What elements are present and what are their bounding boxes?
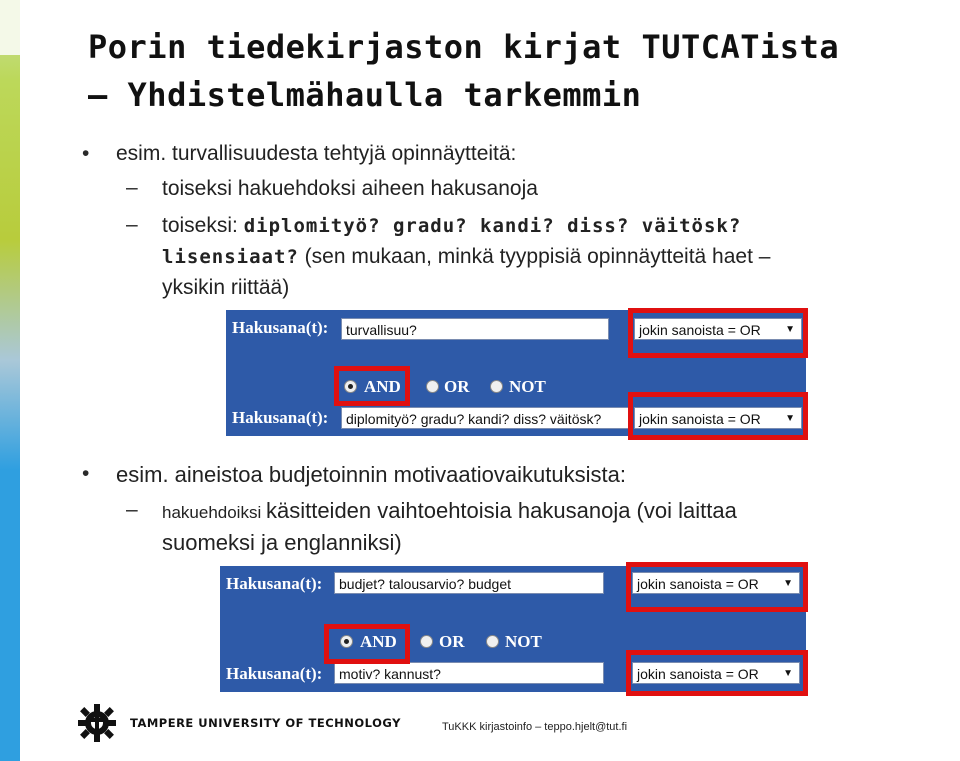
search-label: Hakusana(t):	[226, 664, 323, 683]
highlight-box	[334, 366, 410, 406]
bullet-1: esim. turvallisuudesta tehtyjä opinnäytteitä:	[116, 142, 517, 165]
chevron-down-icon: ▼	[783, 668, 793, 679]
bullet-dot: •	[82, 142, 90, 165]
bullet-1-sub-2-line3: yksikin riittää)	[162, 276, 290, 299]
radio-not-label: NOT	[505, 632, 542, 651]
radio-or[interactable]	[426, 380, 439, 393]
search-mode-value: jokin sanoista = OR	[637, 666, 759, 682]
radio-not[interactable]	[490, 380, 503, 393]
highlight-box	[626, 562, 808, 612]
radio-not-label: NOT	[509, 377, 546, 396]
bullet-2: esim. aineistoa budjetoinnin motivaatiovaikutuksista:	[116, 462, 626, 487]
radio-or[interactable]	[420, 635, 433, 648]
bullet-2-sub-1-small: hakuehdoiksi	[162, 503, 266, 522]
footer-contact: TuKKK kirjastoinfo – teppo.hjelt@tut.fi	[442, 721, 628, 733]
sidebar-gradient	[0, 0, 20, 761]
search-input[interactable]: diplomityö? gradu? kandi? diss? väitösk?	[341, 407, 631, 429]
dash: –	[126, 213, 138, 236]
highlight-box	[628, 392, 808, 440]
university-name: TAMPERE UNIVERSITY OF TECHNOLOGY	[130, 716, 401, 730]
search-label: Hakusana(t):	[232, 318, 329, 337]
bullet-1-sub-2-prefix: toiseksi:	[162, 214, 244, 237]
slide-title-line1: Porin tiedekirjaston kirjat TUTCATista	[88, 28, 840, 66]
search-input[interactable]: turvallisuu?	[341, 318, 609, 340]
search-mode-value: jokin sanoista = OR	[637, 576, 759, 592]
dash: –	[126, 176, 138, 199]
bullet-1-sub-2-terms2: lisensiaat?	[162, 246, 299, 268]
dash: –	[126, 498, 138, 521]
search-mode-value: jokin sanoista = OR	[639, 322, 761, 338]
highlight-box	[324, 624, 410, 664]
highlight-box	[628, 308, 808, 358]
search-label: Hakusana(t):	[226, 574, 323, 593]
search-input[interactable]: motiv? kannust?	[334, 662, 604, 684]
radio-and-label: AND	[364, 377, 401, 396]
tut-logo-icon	[76, 702, 118, 744]
bullet-1-sub-2-line2	[162, 245, 770, 269]
bullet-2-sub-1-rest: käsitteiden vaihtoehtoisia hakusanoja (voi laittaa	[265, 498, 737, 523]
radio-or-label: OR	[444, 377, 470, 396]
chevron-down-icon: ▼	[785, 413, 795, 424]
bullet-1-sub-1: toiseksi hakuehdoksi aiheen hakusanoja	[162, 177, 538, 200]
search-label: Hakusana(t):	[232, 408, 329, 427]
bullet-2-sub-1	[162, 498, 737, 524]
chevron-down-icon: ▼	[783, 578, 793, 589]
bullet-dot: •	[82, 462, 90, 485]
search-input[interactable]: budjet? talousarvio? budget	[334, 572, 604, 594]
radio-not[interactable]	[486, 635, 499, 648]
highlight-box	[626, 650, 808, 696]
bullet-2-sub-1-line2: suomeksi ja englanniksi)	[162, 530, 402, 555]
bullet-1-sub-2	[162, 214, 741, 238]
search-mode-value: jokin sanoista = OR	[639, 411, 761, 427]
radio-or-label: OR	[439, 632, 465, 651]
bullet-1-sub-2-rest: (sen mukaan, minkä tyyppisiä opinnäytteitä haet –	[298, 245, 771, 268]
chevron-down-icon: ▼	[785, 324, 795, 335]
bullet-1-sub-2-terms: diplomityö? gradu? kandi? diss? väitösk?	[243, 215, 742, 237]
radio-and-label: AND	[360, 632, 397, 651]
sidebar-top	[0, 0, 20, 55]
slide-title-line2: – Yhdistelmähaulla tarkemmin	[88, 76, 642, 114]
